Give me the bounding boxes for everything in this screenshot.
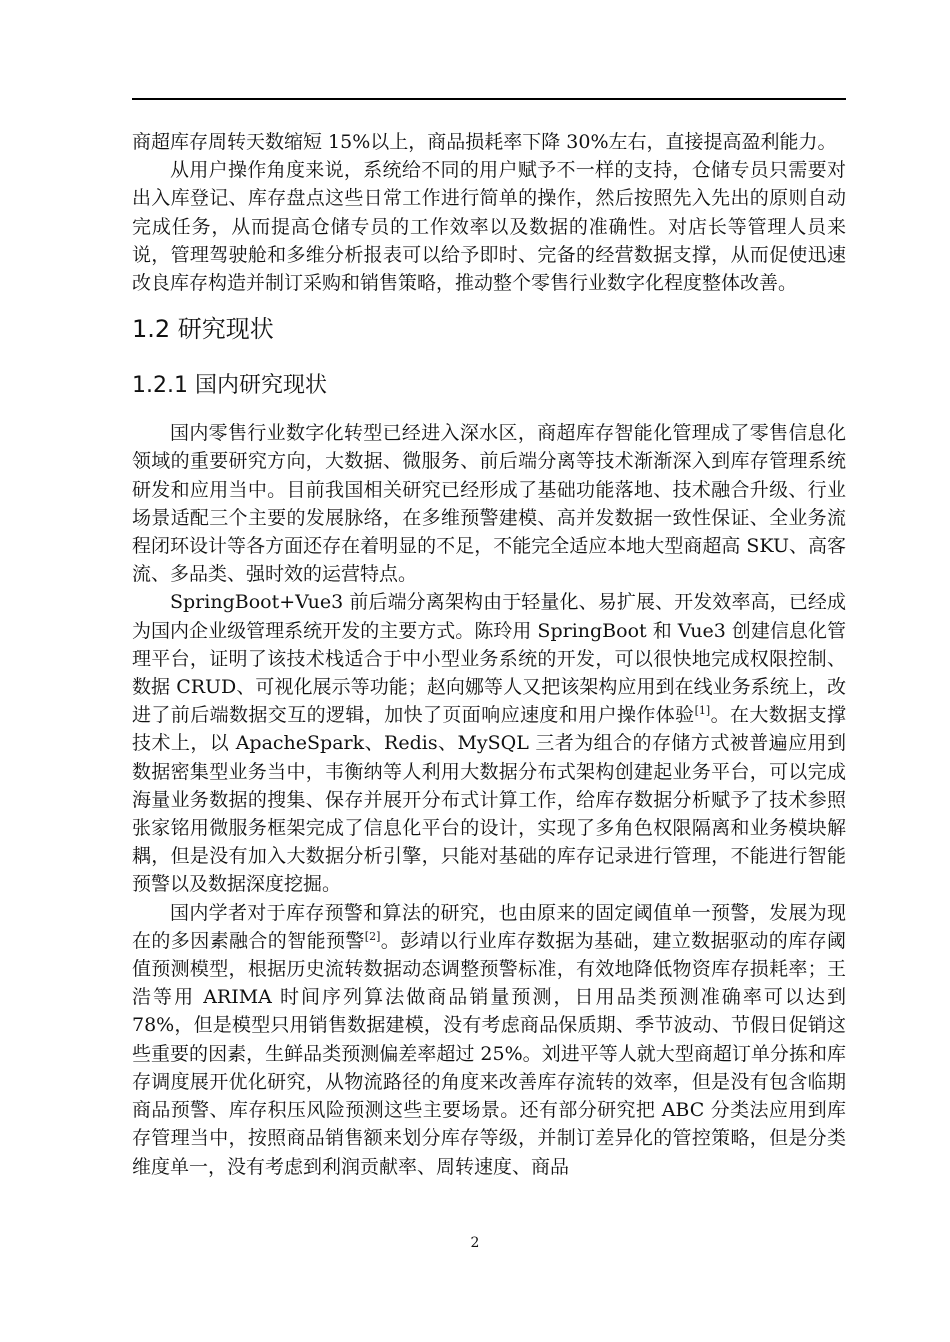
paragraph-user-perspective: 从用户操作角度来说，系统给不同的用户赋予不一样的支持，仓储专员只需要对出入库登记、库存盘点这些日常工作进行简单的操作，然后按照先入先出的原则自动完成任务，从而提高仓储专员的工作效率以及数据的准确性。对店长等管理人员来说，管理驾驶舱和多维分析报表可以给予即时、完备的经营数据支撑，从而促使迅速改良库存构造并制订采购和销售策略，推动整个零售行业数字化程度整体改善。 xyxy=(132,159,846,295)
page-body xyxy=(132,128,846,1181)
section-heading: 1.2 研究现状 xyxy=(132,315,274,344)
paragraph-text: 。彭靖以行业库存数据为基础，建立数据驱动的库存阈值预测模型，根据历史流转数据动态调整预警标准，有效地降低物资库存损耗率；王浩等用 ARIMA 时间序列算法做商品销量预测，日用品类预测准确率可以达到 78%，但是模型只用销售数据建模，没有考虑商品保质期、季节波动、节假日促销这些重要的因素，生鲜品类预测偏差率超过 25%。刘进平等人就大型商超订单分拣和库存调度展开优化研究，从物流路径的角度来改善库存流转的效率，但是没有包含临期商品预警、库存积压风险预测这些主要场景。还有部分研究把 ABC 分类法应用到库存管理当中，按照商品销售额来划分库存等级，并制订差异化的管控策略，但是分类维度单一，没有考虑到利润贡献率、周转速度、商品 xyxy=(132,929,846,1178)
paragraph-text: 国内学者对于库存预警和算法的研究，也由原来的固定阈值单一预警，发展为现在的多因素融合的智能预警 xyxy=(132,901,846,952)
subsection-heading: 1.2.1 国内研究现状 xyxy=(132,373,327,399)
page-number: 2 xyxy=(470,1235,480,1251)
paragraph-continuation: 商超库存周转天数缩短 15%以上，商品损耗率下降 30%左右，直接提高盈利能力。 xyxy=(132,131,837,153)
paragraph-text: 。在大数据支撑技术上，以 ApacheSpark、Redis、MySQL 三者为组合的存储方式被普遍应用到数据密集型业务当中，韦衡纳等人利用大数据分布式架构创建起业务平台，可以完成海量业务数据的搜集、保存并展开分布式计算工作，给库存数据分析赋予了技术参照张家铭用微服务框架完成了信息化平台的设计，实现了多角色权限隔离和业务模块解耦，但是没有加入大数据分析引擎，只能对基础的库存记录进行管理，不能进行智能预警以及数据深度挖掘。 xyxy=(132,704,846,896)
citation-ref: [1] xyxy=(694,704,711,718)
paragraph-text: SpringBoot+Vue3 前后端分离架构由于轻量化、易扩展、开发效率高，已经成为国内企业级管理系统开发的主要方式。陈玲用 SpringBoot 和 Vue3 创建信息化管理平台，证明了该技术栈适合于中小型业务系统的开发，可以很快地完成权限控制、数据 CRUD、可视化展示等功能；赵向娜等人又把该架构应用到在线业务系统上，改进了前后端数据交互的逻辑，加快了页面响应速度和用户操作体验 xyxy=(132,591,846,727)
paragraph-domestic-overview: 国内零售行业数字化转型已经进入深水区，商超库存智能化管理成了零售信息化领域的重要研究方向，大数据、微服务、前后端分离等技术渐渐深入到库存管理系统研发和应用当中。目前我国相关研究已经形成了基础功能落地、技术融合升级、行业场景适配三个主要的发展脉络，在多维预警建模、高并发数据一致性保证、全业务流程闭环设计等各方面还存在着明显的不足，不能完全适应本地大型商超高 SKU、高客流、多品类、强时效的运营特点。 xyxy=(132,422,846,586)
paragraph-architecture-research xyxy=(132,588,846,898)
paragraph-warning-research xyxy=(132,899,846,1181)
citation-ref: [2] xyxy=(364,929,381,943)
header-rule xyxy=(132,98,846,100)
